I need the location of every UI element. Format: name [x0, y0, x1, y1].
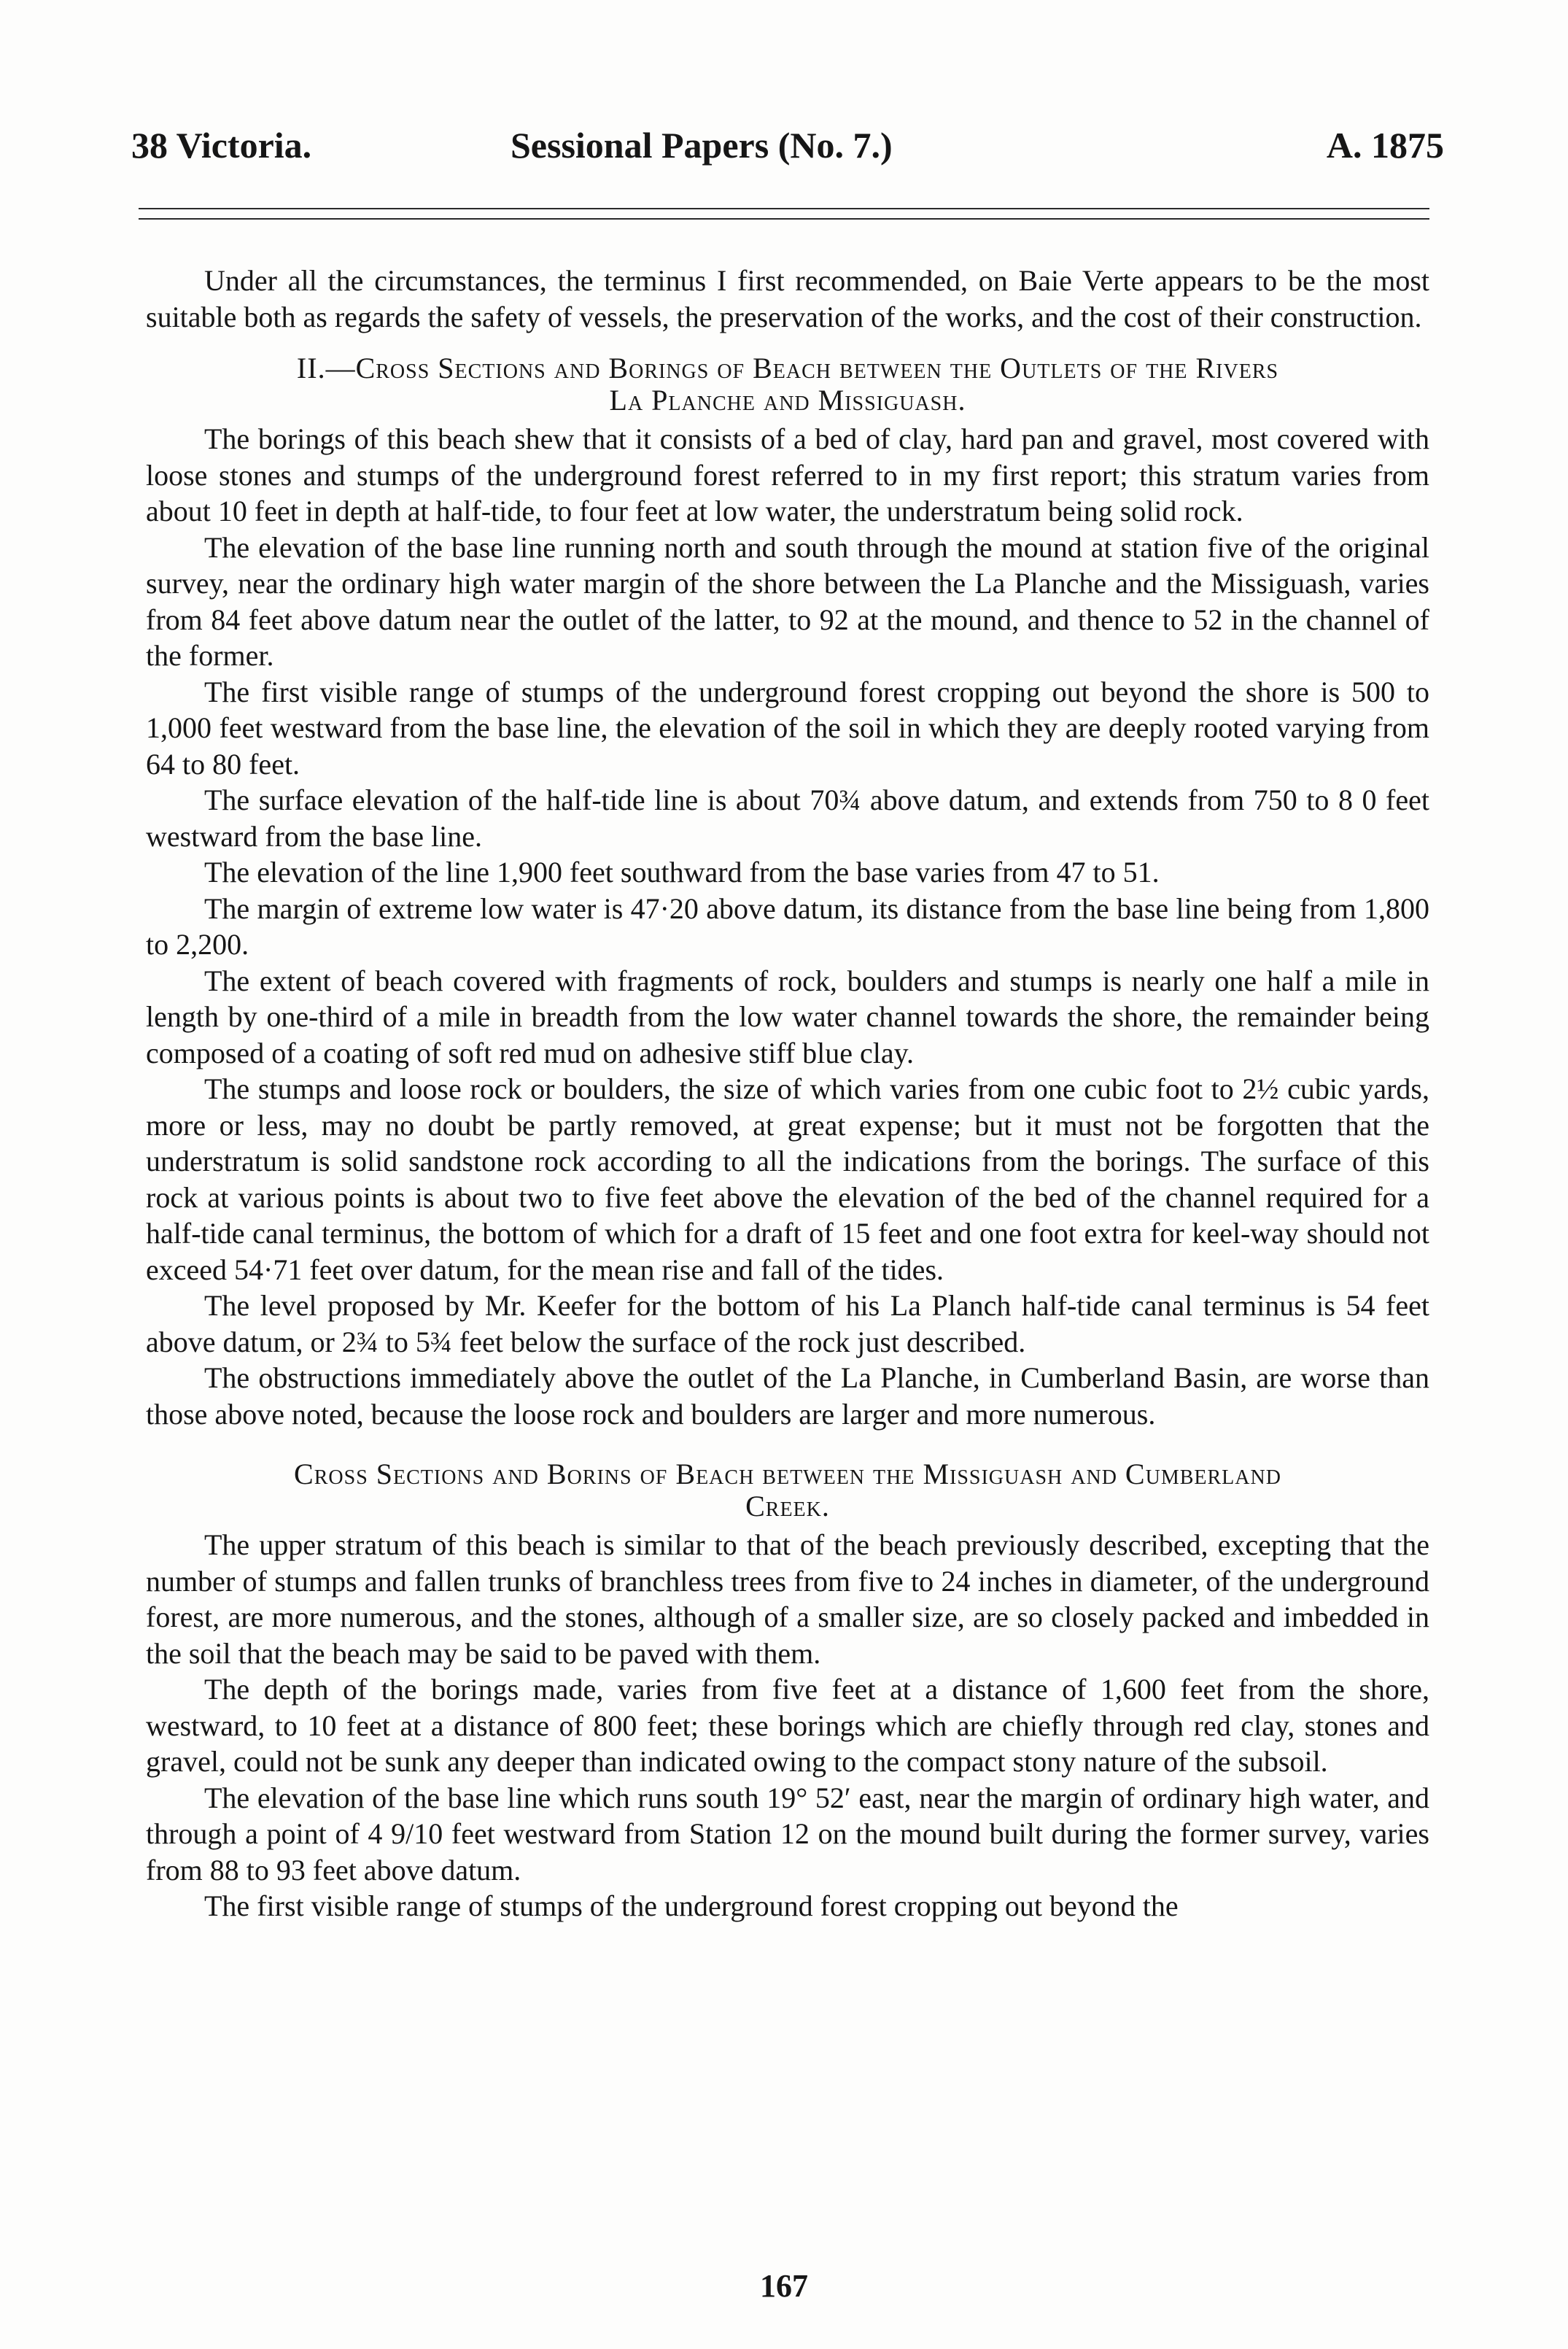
- section-heading-line-1: Cross Sections and Borins of Beach between the Missiguash and Cumberland: [294, 1458, 1281, 1490]
- paragraph: The level proposed by Mr. Keefer for the bottom of his La Planch half-tide canal terminus is 54 feet above datum, or 2¾ to 5¾ feet below the surface of the rock just described.: [146, 1289, 1429, 1358]
- paragraph: The stumps and loose rock or boulders, the size of which varies from one cubic foot to 2½ cubic yards, more or less, may no doubt be partly removed, at great expense; but it must not be forgotten that the understratum is solid sandstone rock according to all the indications from the borings. The surface of this rock at various points is about two to five feet above the elevation of the bed of the channel required for a half-tide canal terminus, the bottom of which for a draft of 15 feet and one foot extra for keel-way should not exceed 54·71 feet over datum, for the mean rise and fall of the tides.: [146, 1072, 1429, 1286]
- paragraph: The elevation of the base line which runs south 19° 52′ east, near the margin of ordinary high water, and through a point of 4 9/10 feet westward from Station 12 on the mound built during the former survey, varies from 88 to 93 feet above datum.: [146, 1781, 1429, 1886]
- header-title: Sessional Papers (No. 7.): [511, 125, 893, 166]
- section-heading-line-2: Creek.: [745, 1490, 830, 1522]
- intro-paragraph: Under all the circumstances, the terminus I first recommended, on Baie Verte appears to be the most suitable both as regards the safety of vessels, the preservation of the works, and the cost of their construction.: [146, 264, 1429, 333]
- header-year: A. 1875: [1326, 125, 1444, 166]
- body-text: [146, 263, 1429, 1924]
- paragraph: The borings of this beach shew that it consists of a bed of clay, hard pan and gravel, most covered with loose stones and stumps of the underground forest referred to in my first report; this stratum varies from about 10 feet in depth at half-tide, to four feet at low water, the understratum being solid rock.: [146, 422, 1429, 527]
- section-heading-missiguash: [146, 1458, 1429, 1522]
- paragraph: The extent of beach covered with fragments of rock, boulders and stumps is nearly one half a mile in length by one-third of a mile in breadth from the low water channel towards the shore, the remainder being composed of a coating of soft red mud on adhesive stiff blue clay.: [146, 964, 1429, 1069]
- paragraph: The depth of the borings made, varies from five feet at a distance of 1,600 feet from the shore, westward, to 10 feet at a distance of 800 feet; these borings which are chiefly through red clay, stones and gravel, could not be sunk any deeper than indicated owing to the compact stony nature of the subsoil.: [146, 1673, 1429, 1778]
- running-header: [131, 124, 1444, 175]
- header-rule: [139, 208, 1429, 224]
- header-rule-top: [139, 208, 1429, 209]
- paragraph: The obstructions immediately above the outlet of the La Planche, in Cumberland Basin, are worse than those above noted, because the loose rock and boulders are larger and more numerous.: [146, 1361, 1429, 1431]
- paragraph: The first visible range of stumps of the underground forest cropping out beyond the shore is 500 to 1,000 feet westward from the base line, the elevation of the soil in which they are deeply rooted varying from 64 to 80 feet.: [146, 675, 1429, 781]
- paragraph: The first visible range of stumps of the underground forest cropping out beyond the: [204, 1889, 1179, 1922]
- paragraph: The elevation of the base line running north and south through the mound at station five of the original survey, near the ordinary high water margin of the shore between the La Planche and the Missiguash, varies from 84 feet above datum near the outlet of the latter, to 92 at the mound, and thence to 52 in the channel of the former.: [146, 530, 1429, 672]
- page-number: 167: [760, 2268, 808, 2304]
- paragraph: The upper stratum of this beach is similar to that of the beach previously described, excepting that the number of stumps and fallen trunks of branchless trees from five to 24 inches in diameter, of the underground forest, are more numerous, and the stones, although of a smaller size, are so closely packed and imbedded in the soil that the beach may be said to be paved with them.: [146, 1528, 1429, 1670]
- section-heading-line-2: La Planche and Missiguash.: [609, 384, 966, 417]
- header-rule-bottom: [139, 218, 1429, 220]
- paragraph: The margin of extreme low water is 47·20 above datum, its distance from the base line being from 1,800 to 2,200.: [146, 891, 1429, 961]
- paragraph: The surface elevation of the half-tide line is about 70¾ above datum, and extends from 750 to 8 0 feet westward from the base line.: [146, 783, 1429, 853]
- paragraph: The elevation of the line 1,900 feet southward from the base varies from 47 to 51.: [204, 856, 1160, 889]
- section-heading-line-1: II.—Cross Sections and Borings of Beach between the Outlets of the Rivers: [296, 352, 1279, 384]
- header-volume: 38 Victoria.: [131, 125, 312, 166]
- section-heading-la-planche: [146, 352, 1429, 417]
